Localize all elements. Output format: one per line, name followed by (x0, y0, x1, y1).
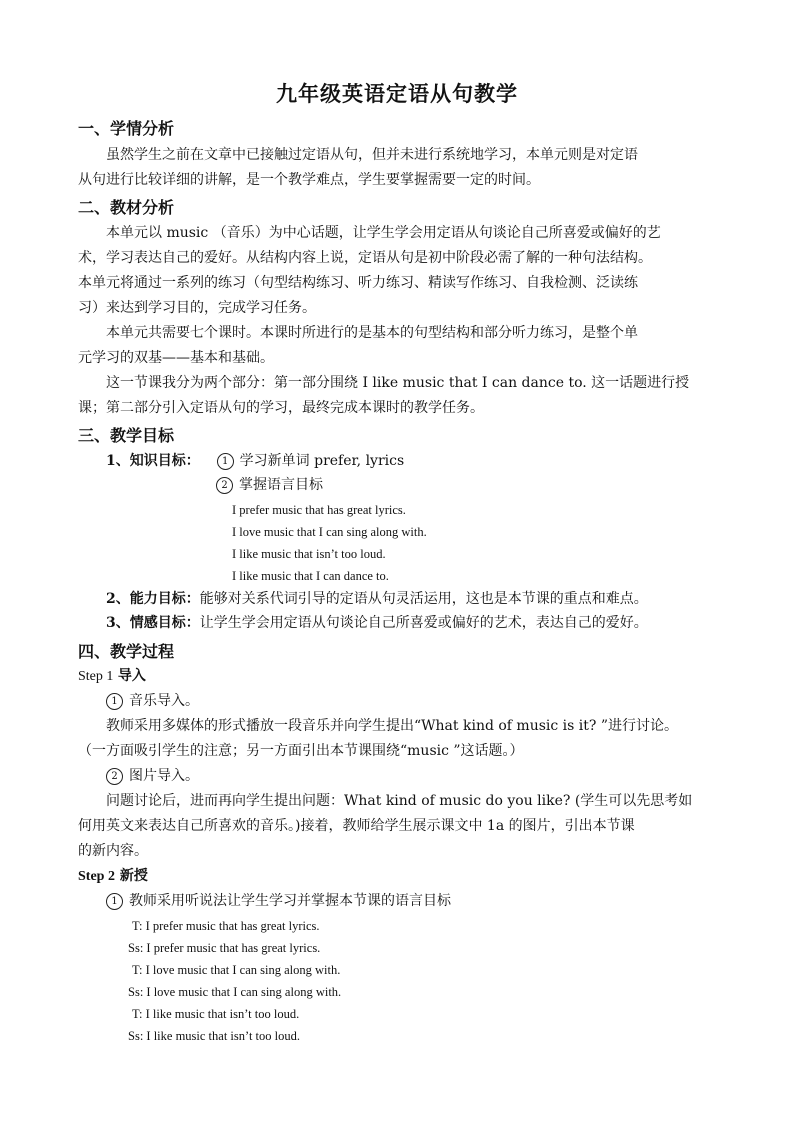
dialogue-line: Ss: I prefer music that has great lyrics. (128, 941, 321, 955)
item-text: 教师采用听说法让学生学习并掌握本节课的语言目标 (129, 893, 451, 909)
paragraph-line: 教师采用多媒体的形式播放一段音乐并向学生提出“What kind of music is it? ”进行讨论。 (106, 718, 679, 734)
paragraph-line: 从句进行比较详细的讲解，是一个教学难点，学生要掌握需要一定的时间。 (78, 172, 540, 188)
example-sentence: I prefer music that has great lyrics. (232, 503, 406, 517)
paragraph-line: （一方面吸引学生的注意；另一方面引出本节课围绕“music ”这话题。） (78, 743, 524, 759)
example-sentence: I like music that I can dance to. (232, 569, 389, 583)
step2-heading (78, 864, 720, 889)
circled-number: 1 (106, 893, 123, 910)
paragraph-line: 课；第二部分引入定语从句的学习，最终完成本课时的教学任务。 (78, 400, 484, 416)
circled-number: 2 (106, 768, 123, 785)
goal-label: 2、能力目标： (106, 591, 200, 607)
heading-teaching-goals: 三、教学目标 (78, 426, 175, 445)
goal-ability (106, 587, 748, 612)
step-number: Step 1 (78, 669, 114, 684)
example-sentence: I like music that isn’t too loud. (232, 547, 386, 561)
step2-item1 (106, 889, 748, 914)
step-title: 导入 (117, 668, 146, 684)
heading-learner-analysis: 一、学情分析 (78, 119, 175, 138)
goal-label: 1、知识目标： (106, 453, 200, 469)
goal-item: 学习新单词 prefer, lyrics (239, 453, 405, 469)
goal-knowledge-item2 (216, 473, 794, 498)
goal-emotion (106, 611, 748, 636)
dialogue-line: Ss: I like music that isn’t too loud. (128, 1029, 300, 1043)
item-text: 图片导入。 (129, 768, 199, 784)
goal-text: 让学生学会用定语从句谈论自己所喜爱或偏好的艺术，表达自己的爱好。 (199, 615, 648, 631)
dialogue-line: Ss: I love music that I can sing along with. (128, 985, 342, 999)
dialogue-line: T: I prefer music that has great lyrics. (132, 919, 320, 933)
circled-number: 1 (217, 453, 234, 470)
paragraph-line: 习）来达到学习目的，完成学习任务。 (78, 300, 316, 316)
paragraph-line: 术，学习表达自己的爱好。从结构内容上说，定语从句是初中阶段必需了解的一种句法结构。 (78, 250, 652, 266)
paragraph-line: 的新内容。 (78, 843, 148, 859)
step-number: Step 2 (78, 869, 115, 884)
circled-number: 1 (106, 693, 123, 710)
circled-number: 2 (216, 477, 233, 494)
step1-heading (78, 664, 720, 689)
goal-item: 掌握语言目标 (239, 477, 323, 493)
heading-teaching-process: 四、教学过程 (78, 642, 175, 661)
paragraph-line: 这一节课我分为两个部分：第一部分围绕 I like music that I can dance to. 这一话题进行授 (106, 375, 690, 391)
item-text: 音乐导入。 (129, 693, 199, 709)
paragraph-line: 本单元以 music （音乐）为中心话题，让学生学会用定语从句谈论自己所喜爱或偏好的艺 (106, 225, 661, 241)
example-sentence: I love music that I can sing along with. (232, 525, 427, 539)
page-title: 九年级英语定语从句教学 (276, 81, 518, 106)
paragraph-line: 本单元将通过一系列的练习（句型结构练习、听力练习、精读写作练习、自我检测、泛读练 (78, 275, 638, 291)
paragraph-line: 本单元共需要七个课时。本课时所进行的是基本的句型结构和部分听力练习，是整个单 (106, 325, 638, 341)
step-title: 新授 (119, 868, 148, 884)
step1-item1 (106, 689, 748, 714)
step1-item2 (106, 764, 748, 789)
paragraph-line: 何用英文来表达自己所喜欢的音乐。)接着，教师给学生展示课文中 1a 的图片，引出本节课 (78, 818, 635, 834)
goal-label: 3、情感目标： (106, 615, 200, 631)
paragraph-line: 虽然学生之前在文章中已接触过定语从句，但并未进行系统地学习，本单元则是对定语 (106, 147, 638, 163)
goal-knowledge (106, 449, 748, 474)
goal-text: 能够对关系代词引导的定语从句灵活运用，这也是本节课的重点和难点。 (199, 591, 648, 607)
heading-material-analysis: 二、教材分析 (78, 198, 175, 217)
dialogue-line: T: I like music that isn’t too loud. (132, 1007, 300, 1021)
paragraph-line: 问题讨论后，进而再向学生提出问题：What kind of music do you like? (学生可以先思考如 (106, 793, 693, 809)
paragraph-line: 元学习的双基——基本和基础。 (78, 350, 274, 366)
dialogue-line: T: I love music that I can sing along with. (132, 963, 341, 977)
